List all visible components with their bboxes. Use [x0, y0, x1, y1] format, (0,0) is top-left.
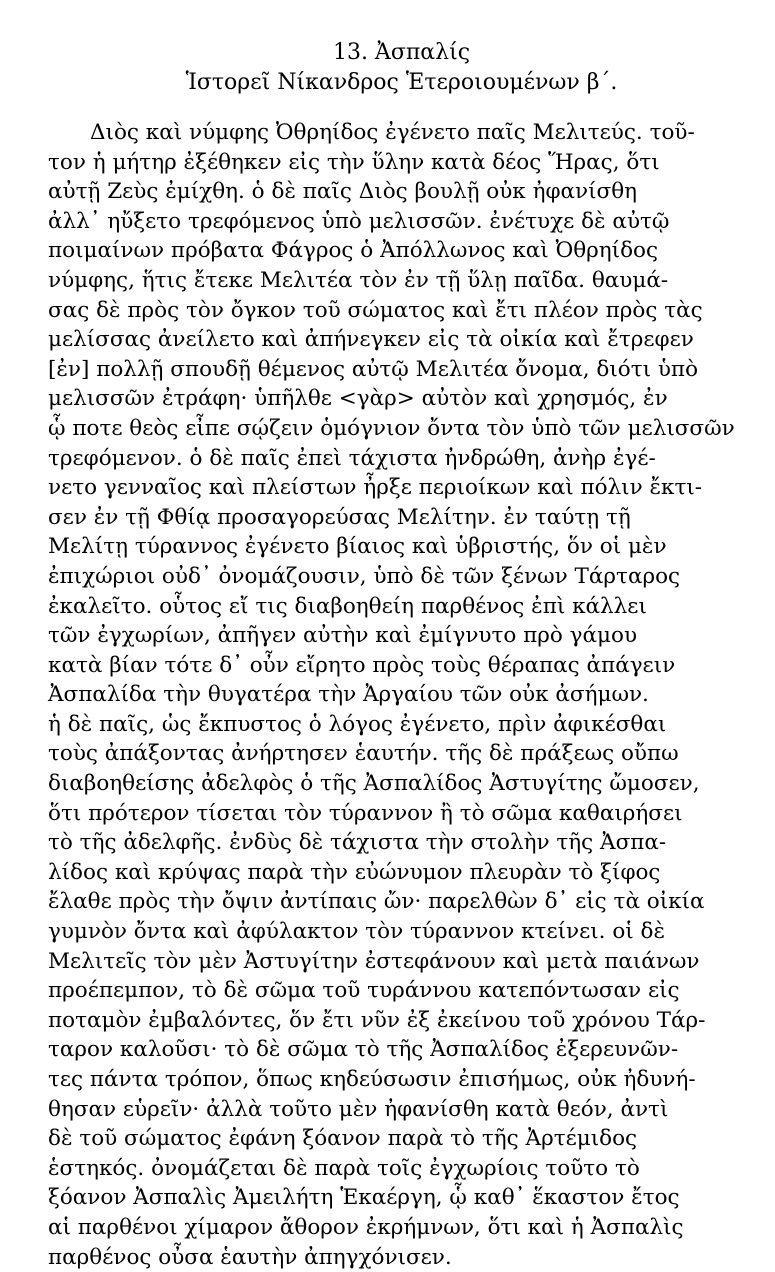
text-line: Διὸς καὶ νύμφης Ὀθρηίδος ἐγένετο παῖς Μελιτεύς. τοῦ-	[90, 120, 695, 145]
text-line: τες πάντα τρόπον, ὅπως κηδεύσωσιν ἐπισήμως, οὐκ ἠδυνή-	[48, 1067, 696, 1092]
text-line: σας δὲ πρὸς τὸν ὄγκον τοῦ σώματος καὶ ἔτι πλέον πρὸς τὰς	[48, 297, 703, 323]
text-line: αὐτῇ Ζεὺς ἐμίχθη. ὁ δὲ παῖς Διὸς βουλῇ οὐκ ἠφανίσθη	[48, 179, 638, 205]
text-line: ποιμαίνων πρόβατα Φάγρος ὁ Ἀπόλλωνος καὶ Ὀθρηίδος	[48, 238, 659, 264]
text-line: μελίσσας ἀνείλετο καὶ ἀπήνεγκεν εἰς τὰ οἰκία καὶ ἔτρεφεν	[48, 327, 694, 353]
text-line: δὲ τοῦ σώματος ἐφάνη ξόανον παρὰ τὸ τῆς Ἀρτέμιδος	[48, 1126, 638, 1152]
text-line: ἐπιχώριοι οὐδ᾽ ὀνομάζουσιν, ὑπὸ δὲ τῶν ξένων Τάρταρος	[48, 563, 681, 589]
text-line: [ἐν] πολλῇ σπουδῇ θέμενος αὐτῷ Μελιτέα ὄνομα, διότι ὑπὸ	[48, 356, 699, 382]
text-line: Ἀσπαλίδα τὴν θυγατέρα τὴν Ἀργαίου τῶν οὐκ ἀσήμων.	[48, 682, 649, 708]
text-line: Μελίτῃ τύραννος ἐγένετο βίαιος καὶ ὑβριστής, ὅν οἱ μὲν	[48, 534, 667, 560]
text-line: ἑστηκός. ὀνομάζεται δὲ παρὰ τοῖς ἐγχωρίοις τοῦτο τὸ	[48, 1155, 640, 1181]
text-line: ἔλαθε πρὸς τὴν ὄψιν ἀντίπαις ὤν· παρελθὼν δ᾽ εἰς τὰ οἰκία	[48, 889, 705, 915]
body-paragraph	[48, 118, 748, 1272]
text-line: τὸ τῆς ἀδελφῆς. ἐνδὺς δὲ τάχιστα τὴν στολὴν τῆς Ἀσπα-	[48, 830, 667, 856]
text-line: ξόανον Ἀσπαλὶς Ἀμειλήτη Ἑκαέργη, ᾧ καθ᾽ ἕκαστον ἔτος	[48, 1185, 680, 1211]
text-line: κατὰ βίαν τότε δ᾽ οὖν εἴρητο πρὸς τοὺς θέραπας ἀπάγειν	[48, 652, 676, 678]
text-line: ἀλλ᾽ ηὔξετο τρεφόμενος ὑπὸ μελισσῶν. ἐνέτυχε δὲ αὐτῷ	[48, 208, 670, 234]
text-line: γυμνὸν ὄντα καὶ ἀφύλακτον τὸν τύραννον κτείνει. οἱ δὲ	[48, 919, 666, 945]
text-line: ὅτι πρότερον τίσεται τὸν τύραννον ἢ τὸ σῶμα καθαιρήσει	[48, 800, 683, 826]
text-line: διαβοηθείσης ἀδελφὸς ὁ τῆς Ἀσπαλίδος Ἀστυγίτης ὤμοσεν,	[48, 771, 700, 797]
text-line: προέπεμπον, τὸ δὲ σῶμα τοῦ τυράννου κατεπόντωσαν εἰς	[48, 978, 680, 1004]
chapter-subtitle: Ἱστορεῖ Νίκανδρος Ἑτεροιουμένων β´.	[185, 70, 618, 95]
text-line: παρθένος οὖσα ἑαυτὴν ἀπηγχόνισεν.	[48, 1244, 452, 1270]
text-line: ᾧ ποτε θεὸς εἶπε σῴζειν ὁμόγνιον ὄντα τὸν ὑπὸ τῶν μελισσῶν	[48, 415, 735, 441]
chapter-title: 13. Ἀσπαλίς	[332, 40, 471, 65]
heading-block	[0, 38, 775, 98]
text-line: νύμφης, ἥτις ἔτεκε Μελιτέα τὸν ἐν τῇ ὕλῃ παῖδα. θαυμά-	[48, 267, 669, 293]
text-line: τον ἡ μήτηρ ἐξέθηκεν εἰς τὴν ὕλην κατὰ δέος Ἥρας, ὅτι	[48, 149, 660, 175]
text-line: τρεφόμενον. ὁ δὲ παῖς ἐπεὶ τάχιστα ἠνδρώθη, ἀνὴρ ἐγέ-	[48, 445, 656, 471]
text-line: τοὺς ἀπάξοντας ἀνήρτησεν ἑαυτήν. τῆς δὲ πράξεως οὔπω	[48, 741, 679, 767]
text-line: σεν ἐν τῇ Φθίᾳ προσαγορεύσας Μελίτην. ἐν ταύτῃ τῇ	[48, 504, 631, 530]
text-line: Μελιτεῖς τὸν μὲν Ἀστυγίτην ἐστεφάνουν καὶ μετὰ παιάνων	[48, 948, 700, 974]
text-line: νετο γενναῖος καὶ πλείστων ἦρξε περιοίκων καὶ πόλιν ἔκτι-	[48, 475, 703, 501]
text-line: ἐκαλεῖτο. οὗτος εἴ τις διαβοηθείη παρθένος ἐπὶ κάλλει	[48, 593, 647, 619]
text-line: τῶν ἐγχωρίων, ἀπῆγεν αὐτὴν καὶ ἐμίγνυτο πρὸ γάμου	[48, 623, 638, 649]
text-line: θησαν εὑρεῖν· ἀλλὰ τοῦτο μὲν ἠφανίσθη κατὰ θεόν, ἀντὶ	[48, 1096, 669, 1122]
text-line: ἡ δὲ παῖς, ὡς ἔκπυστος ὁ λόγος ἐγένετο, πρὶν ἀφικέσθαι	[48, 711, 667, 737]
text-line: αἱ παρθένοι χίμαρον ἄθορον ἐκρήμνων, ὅτι καὶ ἡ Ἀσπαλὶς	[48, 1214, 684, 1240]
text-line: λίδος καὶ κρύψας παρὰ τὴν εὐώνυμον πλευρὰν τὸ ξίφος	[48, 859, 661, 885]
text-line: μελισσῶν ἐτράφη· ὑπῆλθε <γὰρ> αὐτὸν καὶ χρησμός, ἐν	[48, 386, 668, 412]
text-line: ταρον καλοῦσι· τὸ δὲ σῶμα τὸ τῆς Ἀσπαλίδος ἐξερευνῶν-	[48, 1037, 679, 1063]
text-line: ποταμὸν ἐμβαλόντες, ὅν ἔτι νῦν ἐξ ἐκείνου τοῦ χρόνου Τάρ-	[48, 1007, 706, 1033]
